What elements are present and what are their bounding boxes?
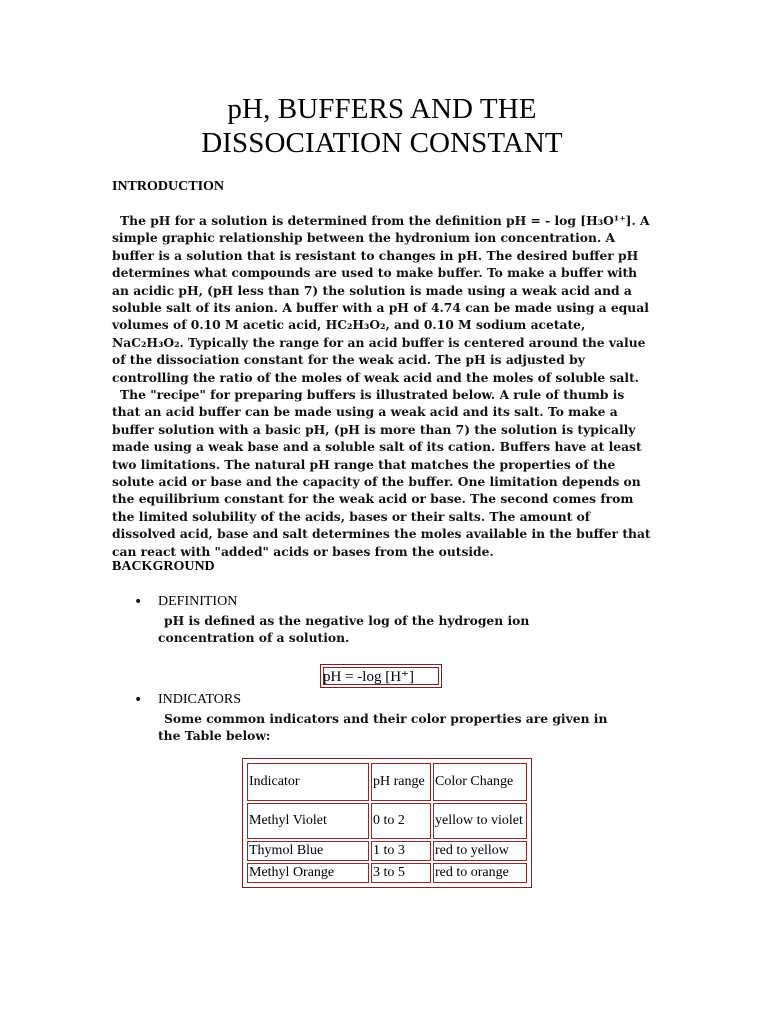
bullet-label: INDICATORS (158, 692, 241, 707)
indicator-table (242, 758, 532, 888)
document-title (112, 92, 652, 160)
table-cell: red to orange (433, 863, 527, 883)
table-header-cell: Color Change (433, 763, 527, 801)
title-line-2: DISSOCIATION CONSTANT (201, 127, 563, 159)
document-page (112, 92, 652, 880)
table-cell: Methyl Violet (247, 803, 369, 839)
bullet-dot-icon: • (134, 594, 143, 610)
table-header-cell: pH range (371, 763, 431, 801)
background-heading: BACKGROUND (112, 559, 215, 574)
table-cell: yellow to violet (433, 803, 527, 839)
intro-paragraph-2: The "recipe" for preparing buffers is illustrated below. A rule of thumb is that an acid buffer can be made using a weak acid and its salt. To make a buffer solution with a basic pH, (pH is more than 7) the solution is typically made using a weak base and a soluble salt of its cation. Buffers have at least two limitations. The natural pH range that matches the properties of the solute acid or base and the capacity of the buffer. One limitation depends on the equilibrium constant for the weak acid or base. The second comes from the limited solubility of the acids, bases or their salts. The amount of dissolved acid, base and salt determines the moles available in the buffer that can react with "added" acids or bases from the outside. (112, 387, 651, 559)
bullet-text: Some common indicators and their color properties are given in the Table below: (158, 711, 608, 744)
introduction-heading: INTRODUCTION (112, 179, 225, 194)
table-row (247, 863, 527, 883)
intro-paragraph-1: The pH for a solution is determined from the definition pH = - log [H₃O¹⁺]. A simple graphic relationship between the hydronium ion concentration. A buffer is a solution that is resistant to changes in pH. The desired buffer pH determines what compounds are used to make buffer. To make a buffer with an acidic pH, (pH less than 7) the solution is made using a weak acid and a soluble salt of its anion. A buffer with a pH of 4.74 can be made using a equal volumes of 0.10 M acetic acid, HC₂H₃O₂, and 0.10 M sodium acetate, NaC₂H₃O₂. Typically the range for an acid buffer is centered around the value of the dissociation constant for the weak acid. The pH is adjusted by controlling the ratio of the moles of weak acid and the moles of soluble salt. (112, 213, 650, 385)
ph-formula-box: pH = -log [H⁺] (320, 664, 442, 688)
bullet-text: pH is defined as the negative log of the hydrogen ion concentration of a solution. (158, 613, 530, 646)
table-cell: Methyl Orange (247, 863, 369, 883)
title-line-1: pH, BUFFERS AND THE (227, 93, 537, 125)
table-header-cell: Indicator (247, 763, 369, 801)
bullet-dot-icon: • (134, 692, 143, 708)
bullet-label: DEFINITION (158, 594, 238, 609)
table-header-row (247, 763, 527, 801)
table-cell: red to yellow (433, 841, 527, 861)
table-cell: Thymol Blue (247, 841, 369, 861)
table-row (247, 803, 527, 839)
table-cell: 1 to 3 (371, 841, 431, 861)
table-cell: 3 to 5 (371, 863, 431, 883)
table-cell: 0 to 2 (371, 803, 431, 839)
table-row (247, 841, 527, 861)
